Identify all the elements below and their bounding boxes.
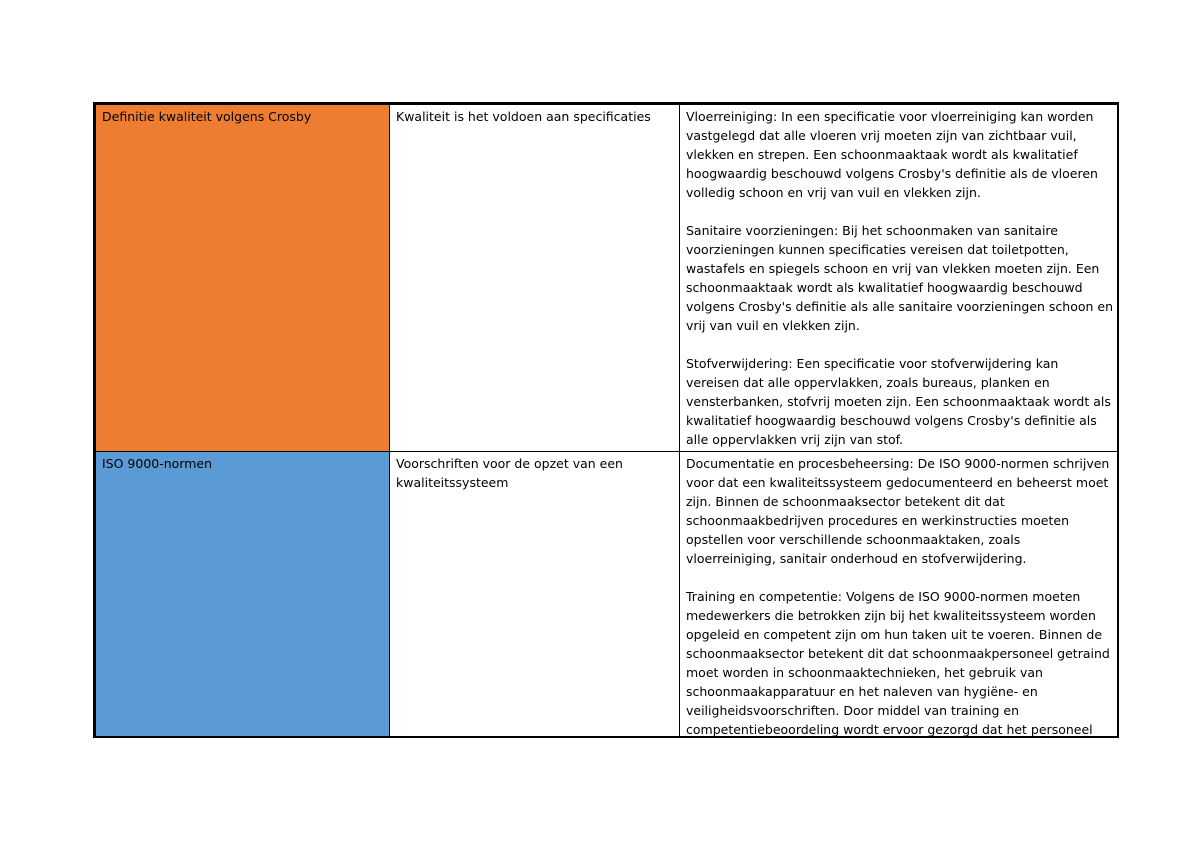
quality-table-grid xyxy=(95,104,1118,738)
row-description: Voorschriften voor de opzet van een kwaliteitssysteem xyxy=(396,456,623,490)
row-label: Definitie kwaliteit volgens Crosby xyxy=(102,109,312,124)
quality-table xyxy=(93,102,1119,738)
row-examples-cell xyxy=(680,452,1118,739)
example-paragraph: Stofverwijdering: Een specificatie voor stofverwijdering kan vereisen dat alle oppervlakken, zoals bureaus, planken en vensterbanken, stofvrij moeten zijn. Een schoonmaaktaak wordt als kwalitatief hoogwaardig beschouwd volgens Crosby's definitie als alle oppervlakken vrij zijn van stof. xyxy=(686,356,1111,447)
table-row xyxy=(96,105,1118,452)
example-paragraph: Sanitaire voorzieningen: Bij het schoonmaken van sanitaire voorzieningen kunnen specificaties vereisen dat toiletpotten, wastafels en spiegels schoon en vrij van vlekken moeten zijn. Een schoonmaaktaak wordt als kwalitatief hoogwaardig beschouwd volgens Crosby's definitie als alle sanitaire voorzieningen schoon en vrij van vuil en vlekken zijn. xyxy=(686,223,1114,333)
row-label-cell-crosby xyxy=(96,105,390,452)
row-description-cell xyxy=(390,105,680,452)
example-paragraph: Vloerreiniging: In een specificatie voor vloerreiniging kan worden vastgelegd dat alle vloeren vrij moeten zijn van zichtbaar vuil, vlekken en strepen. Een schoonmaaktaak wordt als kwalitatief hoogwaardig beschouwd volgens Crosby's definitie als de vloeren volledig schoon en vrij van vuil en vlekken zijn. xyxy=(686,109,1098,200)
row-label: ISO 9000-normen xyxy=(102,456,213,471)
row-description: Kwaliteit is het voldoen aan specificaties xyxy=(396,109,651,124)
row-examples-cell xyxy=(680,105,1118,452)
example-paragraph: Documentatie en procesbeheersing: De ISO 9000-normen schrijven voor dat een kwaliteitssysteem gedocumenteerd en beheerst moet zijn. Binnen de schoonmaaksector betekent dit dat schoonmaakbedrijven procedures en werkinstructies moeten opstellen voor verschillende schoonmaaktaken, zoals vloerreiniging, sanitair onderhoud en stofverwijdering. xyxy=(686,456,1110,566)
example-paragraph: Training en competentie: Volgens de ISO 9000-normen moeten medewerkers die betrokken zijn bij het kwaliteitssysteem worden opgeleid en competent zijn om hun taken uit te voeren. Binnen de schoonmaaksector betekent dit dat schoonmaakpersoneel getraind moet worden in schoonmaaktechnieken, het gebruik van schoonmaakapparatuur en het naleven van hygiëne- en veiligheidsvoorschriften. Door middel van training en competentiebeoordeling wordt ervoor gezorgd dat het personeel xyxy=(686,589,1110,737)
row-label-cell-iso xyxy=(96,452,390,739)
row-description-cell xyxy=(390,452,680,739)
table-row xyxy=(96,452,1118,739)
